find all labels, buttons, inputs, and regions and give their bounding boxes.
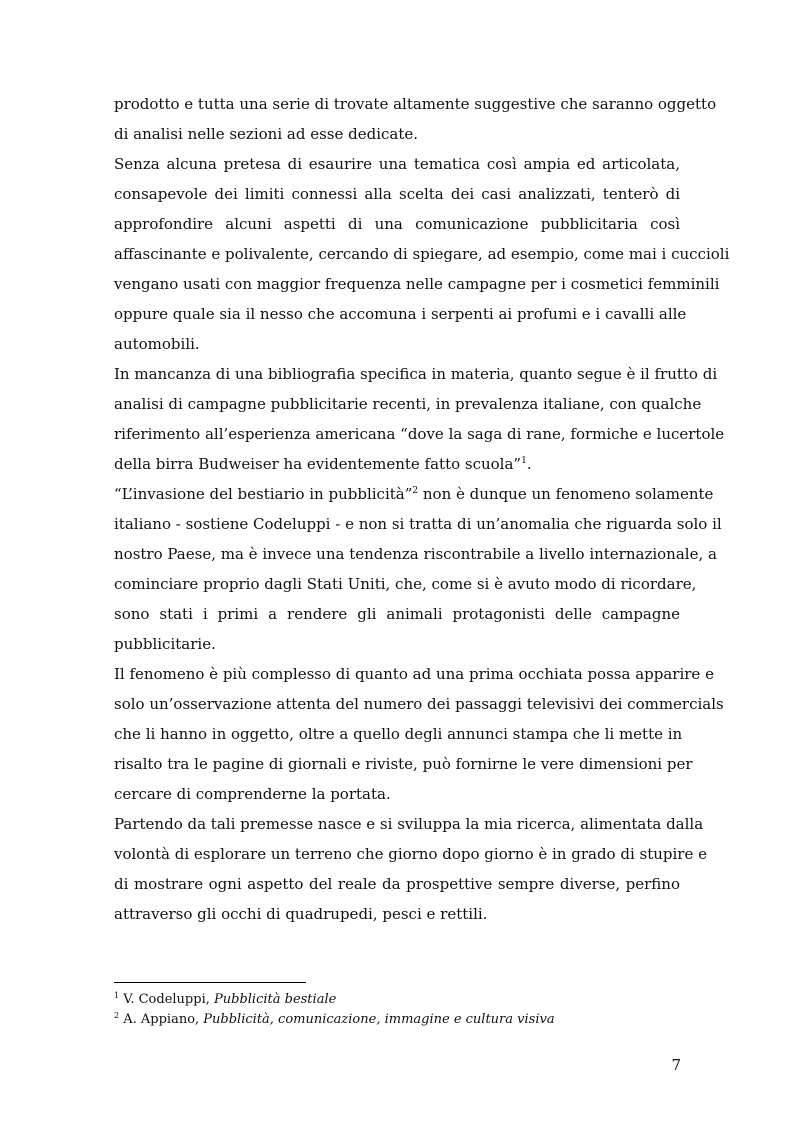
- text-line: attraverso gli occhi di quadrupedi, pesci e rettili.: [114, 905, 488, 923]
- text-line: Partendo da tali premesse nasce e si sviluppa la mia ricerca, alimentata dalla: [114, 815, 704, 833]
- footnote-title: Pubblicità, comunicazione, immagine e cultura visiva: [203, 1012, 555, 1027]
- text-segment: non è dunque un fenomeno solamente: [418, 485, 714, 503]
- text-line: risalto tra le pagine di giornali e riviste, può fornirne le vere dimensioni per: [114, 755, 693, 773]
- footnote-author: V. Codeluppi,: [123, 992, 214, 1007]
- text-line: Senza alcuna pretesa di esaurire una tematica così ampia ed articolata,: [114, 155, 680, 173]
- text-line: approfondire alcuni aspetti di una comunicazione pubblicitaria così: [114, 215, 680, 233]
- text-line: vengano usati con maggior frequenza nelle campagne per i cosmetici femminili: [114, 275, 720, 293]
- text-line: analisi di campagne pubblicitarie recenti, in prevalenza italiane, con qualche: [114, 395, 702, 413]
- text-line: [114, 452, 680, 476]
- text-line: oppure quale sia il nesso che accomuna i serpenti ai profumi e i cavalli alle: [114, 305, 687, 323]
- text-line: affascinante e polivalente, cercando di spiegare, ad esempio, come mai i cuccioli: [114, 245, 730, 263]
- footnote-mark: 1: [114, 991, 120, 1000]
- text-line: volontà di esplorare un terreno che giorno dopo giorno è in grado di stupire e: [114, 845, 707, 863]
- text-line: prodotto e tutta una serie di trovate altamente suggestive che saranno oggetto: [114, 95, 717, 113]
- footnote-ref[interactable]: 1: [521, 456, 527, 466]
- text-segment: .: [526, 455, 532, 473]
- text-segment: della birra Budweiser ha evidentemente fatto scuola”: [114, 455, 522, 473]
- text-line: nostro Paese, ma è invece una tendenza riscontrabile a livello internazionale, a: [114, 545, 717, 563]
- footnote-author: A. Appiano,: [123, 1012, 204, 1027]
- text-line: di mostrare ogni aspetto del reale da prospettive sempre diverse, perfino: [114, 875, 680, 893]
- text-line: cominciare proprio dagli Stati Uniti, che, come si è avuto modo di ricordare,: [114, 575, 697, 593]
- text-line: solo un’osservazione attenta del numero dei passaggi televisivi dei commercials: [114, 695, 724, 713]
- text-line: riferimento all’esperienza americana “dove la saga di rane, formiche e lucertole: [114, 425, 725, 443]
- text-line: consapevole dei limiti connessi alla scelta dei casi analizzati, tenterò di: [114, 185, 680, 203]
- text-line: Il fenomeno è più complesso di quanto ad una prima occhiata possa apparire e: [114, 665, 714, 683]
- footnote: [114, 991, 680, 1009]
- text-line: cercare di comprenderne la portata.: [114, 785, 391, 803]
- footnote: [114, 1011, 680, 1029]
- footnote-ref[interactable]: 2: [412, 486, 419, 496]
- text-line: pubblicitarie.: [114, 635, 216, 653]
- text-line: sono stati i primi a rendere gli animali protagonisti delle campagne: [114, 605, 680, 623]
- text-line: di analisi nelle sezioni ad esse dedicate.: [114, 125, 419, 143]
- footnote-mark: 2: [114, 1011, 120, 1020]
- footnote-title: Pubblicità bestiale: [214, 992, 337, 1007]
- footnote-separator: [114, 982, 306, 983]
- text-line: [114, 482, 714, 506]
- page-number: 7: [671, 1056, 681, 1074]
- text-line: italiano - sostiene Codeluppi - e non si tratta di un’anomalia che riguarda solo il: [114, 515, 722, 533]
- text-segment: “L’invasione del bestiario in pubblicità”: [114, 485, 413, 503]
- text-line: che li hanno in oggetto, oltre a quello degli annunci stampa che li mette in: [114, 725, 683, 743]
- text-line: automobili.: [114, 335, 200, 353]
- text-line: In mancanza di una bibliografia specifica in materia, quanto segue è il frutto di: [114, 365, 718, 383]
